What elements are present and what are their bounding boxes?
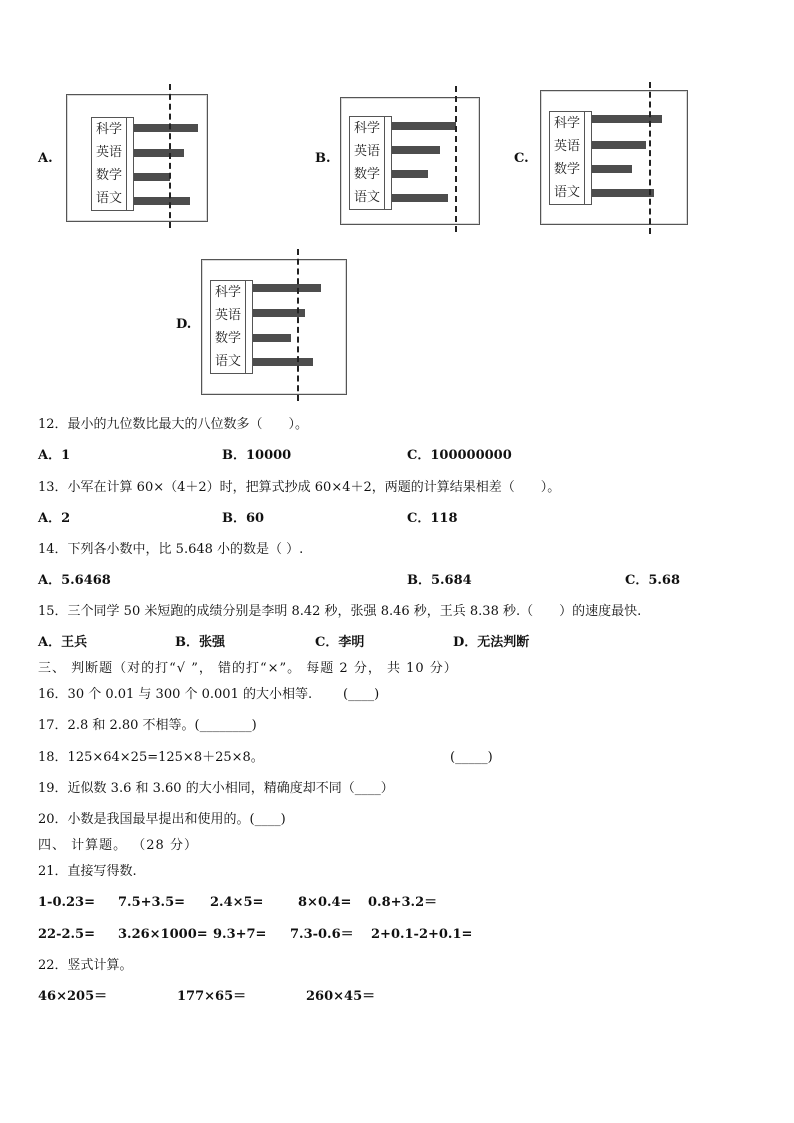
q13-stem: 13．小军在计算 60×（4＋2）时，把算式抄成 60×4＋2，两题的计算结果相差（ ）。 (38, 480, 561, 495)
option-a-label: A. (38, 151, 53, 166)
subject-english: 英语 (553, 139, 580, 154)
bar-chinese (592, 189, 654, 197)
bar-english (134, 149, 184, 157)
bar-chinese (134, 197, 190, 205)
subject-chinese: 语文 (95, 191, 122, 206)
subject-math: 数学 (553, 162, 580, 177)
q13-option-a[interactable]: A．2 (38, 511, 71, 526)
option-c-label: C. (514, 151, 529, 166)
q15-option-a[interactable]: A．王兵 (38, 635, 88, 650)
subject-chinese: 语文 (353, 190, 380, 205)
subject-axis (349, 116, 385, 210)
q21-item: 7.5+3.5= (118, 895, 186, 910)
q22-stem: 22．竖式计算。 (38, 958, 133, 973)
q22-item: 260×45＝ (306, 989, 376, 1004)
q21-item: 9.3+7= (213, 927, 267, 942)
bar-science (134, 124, 198, 132)
bar-science (253, 284, 321, 292)
bar-math (134, 173, 170, 181)
q21-item: 2+0.1-2+0.1= (371, 927, 473, 942)
axis-bracket (246, 280, 253, 374)
q17-stem: 17．2.8 和 2.80 不相等。(________) (38, 718, 257, 733)
average-dashed-line (649, 82, 651, 234)
q21-item: 1-0.23= (38, 895, 95, 910)
option-b-label: B. (315, 151, 331, 166)
bar-science (592, 115, 662, 123)
option-b-chart (340, 97, 480, 225)
bar-math (253, 334, 291, 342)
option-a-chart (66, 94, 208, 222)
option-d-label: D. (176, 317, 192, 332)
subject-axis (210, 280, 246, 374)
bar-english (592, 141, 646, 149)
subject-science: 科学 (553, 116, 580, 131)
q21-item: 8×0.4= (298, 895, 352, 910)
q15-option-c[interactable]: C．李明 (315, 635, 365, 650)
subject-chinese: 语文 (553, 185, 580, 200)
average-dashed-line (169, 84, 171, 228)
subject-axis (549, 111, 585, 205)
q21-item: 3.26×1000= (118, 927, 208, 942)
subject-chinese: 语文 (214, 354, 241, 369)
q13-option-c[interactable]: C．118 (407, 511, 458, 526)
subject-english: 英语 (214, 308, 241, 323)
subject-science: 科学 (214, 285, 241, 300)
q15-option-b[interactable]: B．张强 (175, 635, 225, 650)
q14-option-a[interactable]: A．5.6468 (38, 573, 111, 588)
q21-stem: 21．直接写得数. (38, 864, 137, 879)
q22-item: 46×205＝ (38, 989, 108, 1004)
average-dashed-line (297, 249, 299, 401)
q19-stem: 19．近似数 3.6 和 3.60 的大小相同，精确度却不同（____） (38, 781, 394, 796)
section-3-heading: 三、 判断题（对的打“√ ”， 错的打“×”。 每题 2 分， 共 10 分） (38, 661, 458, 676)
subject-math: 数学 (214, 331, 241, 346)
subject-science: 科学 (353, 121, 380, 136)
subject-axis (91, 117, 127, 211)
subject-english: 英语 (353, 144, 380, 159)
q12-stem: 12．最小的九位数比最大的八位数多（ ）。 (38, 417, 309, 432)
q20-stem: 20．小数是我国最早提出和使用的。(____) (38, 812, 286, 827)
subject-math: 数学 (353, 167, 380, 182)
q18-stem: 18．125×64×25=125×8＋25×8。 (38, 750, 264, 765)
q22-item: 177×65＝ (177, 989, 247, 1004)
q16-answer-blank[interactable]: (____) (343, 687, 380, 702)
section-4-heading: 四、 计算题。 （28 分） (38, 838, 198, 853)
q21-item: 0.8+3.2＝ (368, 895, 438, 910)
bar-chinese (253, 358, 313, 366)
option-c-chart (540, 90, 688, 225)
q16-stem: 16．30 个 0.01 与 300 个 0.001 的大小相等. (38, 687, 313, 702)
axis-bracket (385, 116, 392, 210)
q15-stem: 15．三个同学 50 米短跑的成绩分别是李明 8.42 秒，张强 8.46 秒，王兵 8.38 秒.（ ）的速度最快. (38, 604, 642, 619)
subject-english: 英语 (95, 145, 122, 160)
subject-math: 数学 (95, 168, 122, 183)
q21-item: 2.4×5= (210, 895, 264, 910)
q14-stem: 14．下列各小数中，比 5.648 小的数是（ ）. (38, 542, 304, 557)
q21-item: 22-2.5= (38, 927, 95, 942)
bar-science (392, 122, 456, 130)
q12-option-b[interactable]: B．10000 (222, 448, 292, 463)
axis-bracket (127, 117, 134, 211)
subject-science: 科学 (95, 122, 122, 137)
bar-chinese (392, 194, 448, 202)
q18-answer-blank[interactable]: (_____) (450, 750, 493, 765)
q15-option-d[interactable]: D．无法判断 (453, 635, 530, 650)
q14-option-b[interactable]: B．5.684 (407, 573, 472, 588)
axis-bracket (585, 111, 592, 205)
q12-option-a[interactable]: A．1 (38, 448, 71, 463)
bar-english (392, 146, 440, 154)
bar-math (592, 165, 632, 173)
average-dashed-line (455, 86, 457, 232)
q14-option-c[interactable]: C．5.68 (625, 573, 681, 588)
option-d-chart (201, 259, 347, 395)
q13-option-b[interactable]: B．60 (222, 511, 265, 526)
q21-item: 7.3-0.6＝ (290, 927, 354, 942)
q12-option-c[interactable]: C．100000000 (407, 448, 512, 463)
bar-math (392, 170, 428, 178)
